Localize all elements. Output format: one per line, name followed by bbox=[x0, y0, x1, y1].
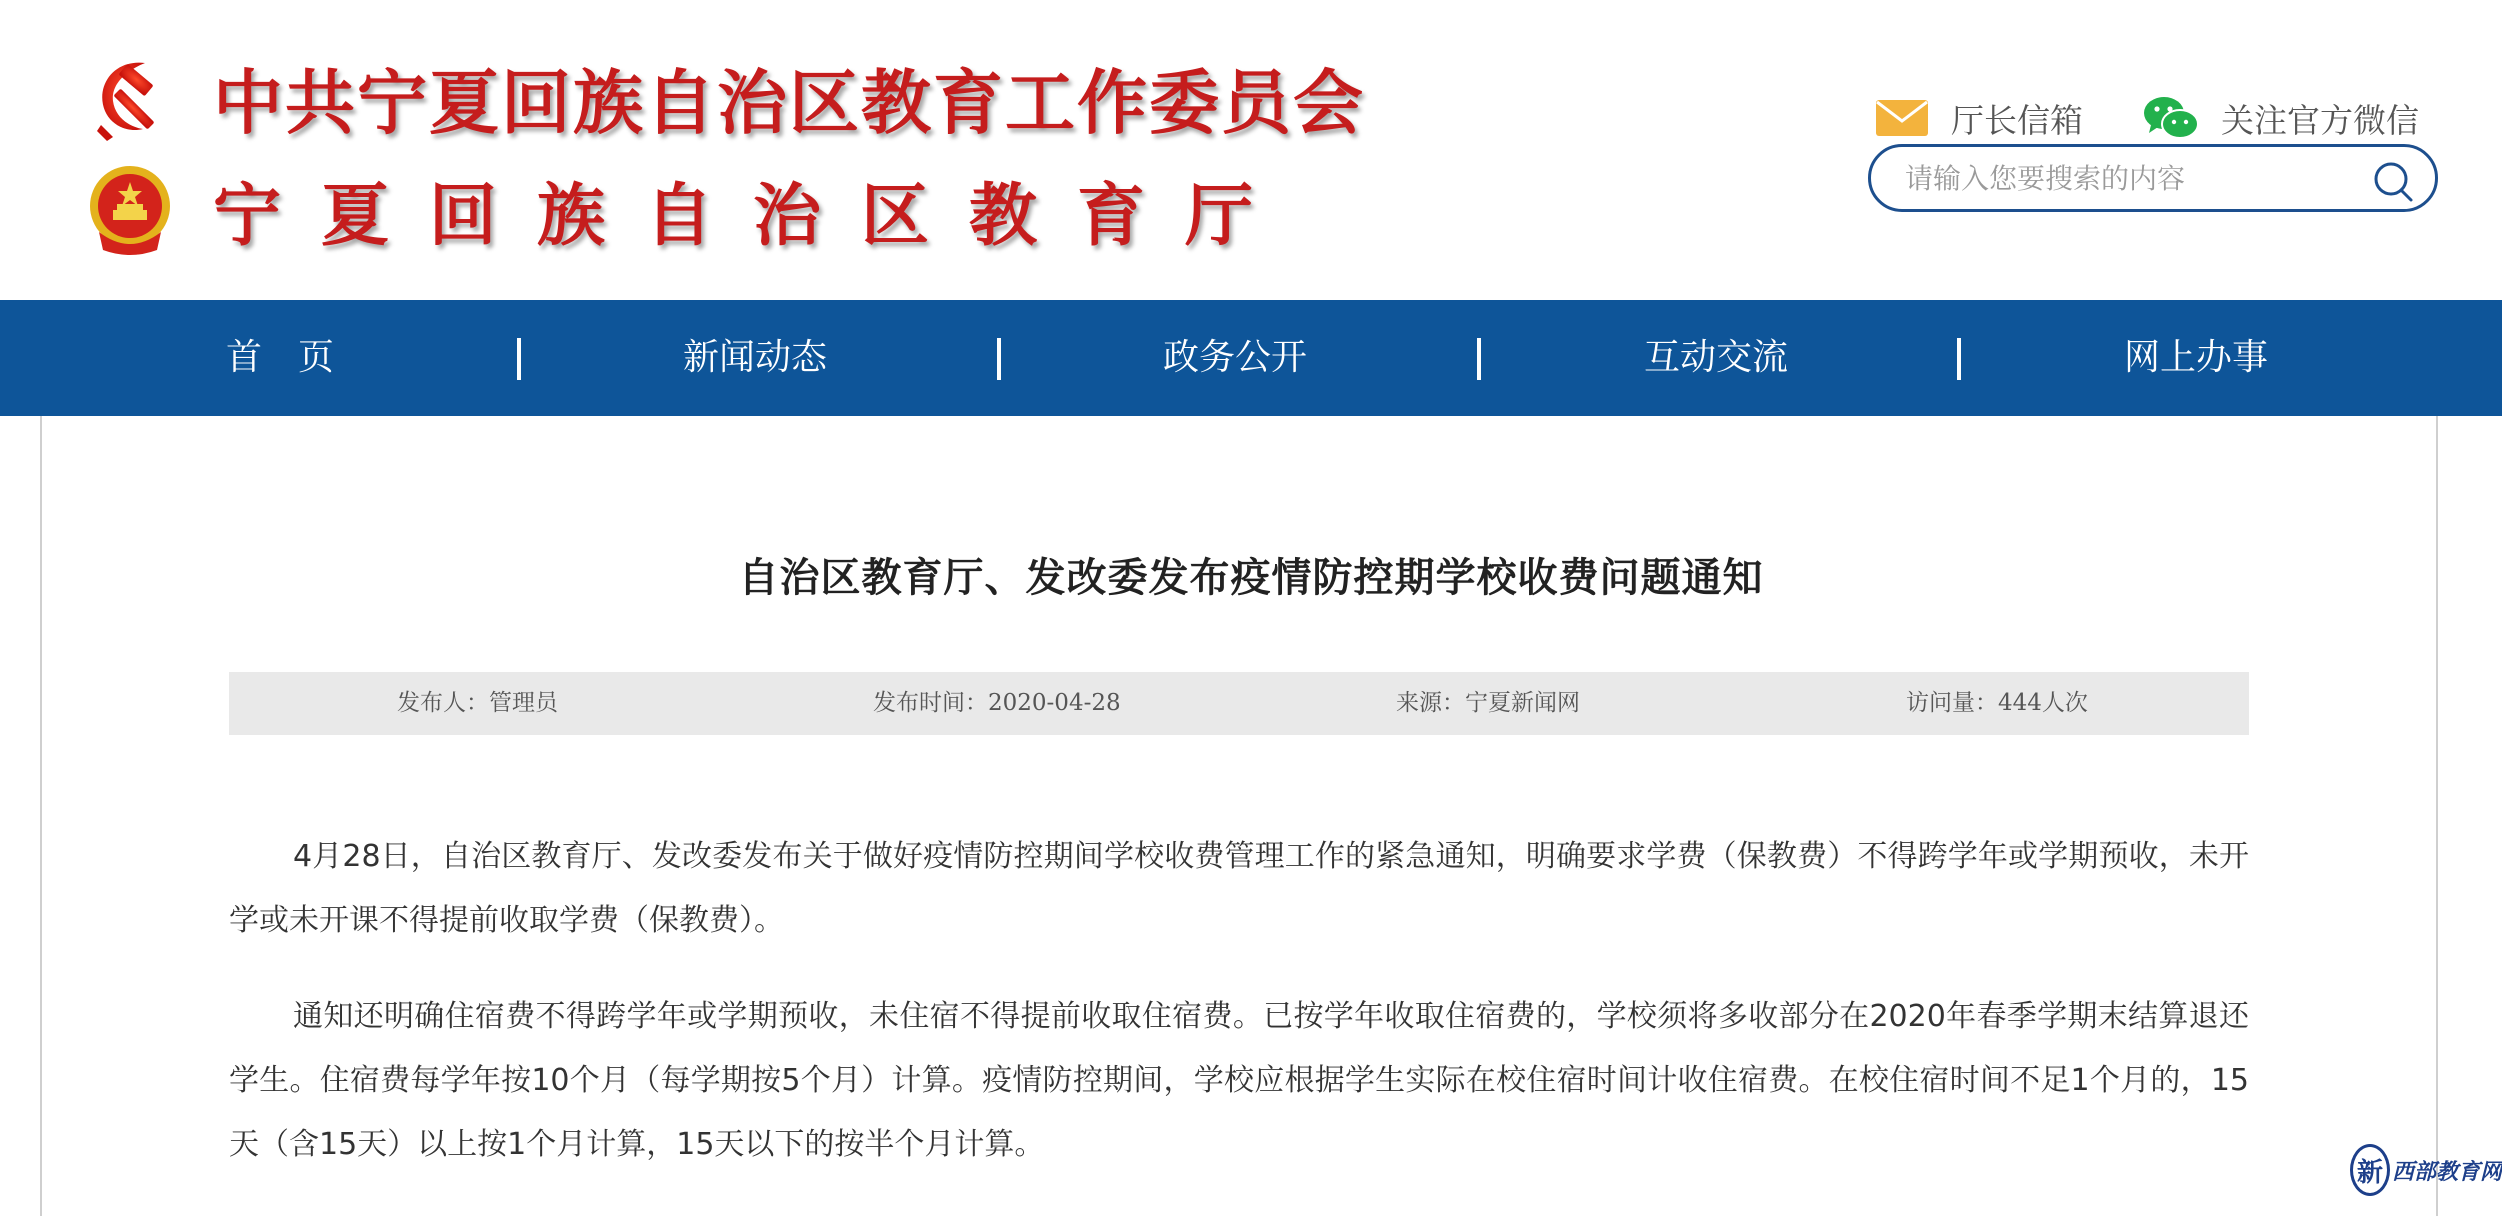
org-title-row-1 bbox=[85, 42, 1365, 152]
search-box bbox=[1868, 144, 2438, 212]
article-meta-bar bbox=[229, 672, 2249, 735]
header-top-links bbox=[1875, 88, 2419, 148]
meta-publisher: 发布人：管理员 bbox=[397, 690, 558, 716]
nav-item-interaction[interactable]: 互动交流 bbox=[1644, 337, 1789, 378]
org-title-primary: 中共宁夏回族自治区教育工作委员会 bbox=[213, 61, 1365, 144]
article-paragraph: 通知还明确住宿费不得跨学年或学期预收，未住宿不得提前收取住宿费。已按学年收取住宿费的，学校须将多收部分在2020年春季学期末结算退还学生。住宿费每学年按10个月（每学期按5个月）计算。疫情防控期间，学校应根据学生实际在校住宿时间计收住宿费。在校住宿时间不足1个月的，15天（含15天）以上按1个月计算，15天以下的按半个月计算。 bbox=[229, 999, 2249, 1162]
official-wechat-link[interactable] bbox=[2143, 95, 2419, 142]
director-mailbox-link[interactable] bbox=[1875, 95, 2083, 142]
nav-item-online-services[interactable]: 网上办事 bbox=[2124, 337, 2269, 378]
meta-source: 来源：宁夏新闻网 bbox=[1396, 690, 1580, 716]
nav-divider bbox=[1477, 338, 1481, 380]
official-wechat-label: 关注官方微信 bbox=[2221, 100, 2419, 140]
wechat-icon bbox=[2143, 95, 2199, 141]
nav-divider bbox=[517, 338, 521, 380]
national-emblem-icon bbox=[85, 160, 175, 260]
org-title-secondary: 宁夏回族自治区教育厅 bbox=[213, 176, 1294, 256]
party-emblem-icon bbox=[85, 47, 175, 147]
meta-views: 访问量：444人次 bbox=[1906, 690, 2088, 716]
nav-divider bbox=[997, 338, 1001, 380]
watermark-emblem bbox=[2350, 1144, 2390, 1196]
nav-item-government-affairs[interactable]: 政务公开 bbox=[1163, 337, 1308, 378]
director-mailbox-label: 厅长信箱 bbox=[1951, 100, 2083, 140]
watermark-glyph: 新 bbox=[2356, 1157, 2383, 1188]
mail-icon bbox=[1875, 99, 1929, 137]
article-paragraph: 4月28日，自治区教育厅、发改委发布关于做好疫情防控期间学校收费管理工作的紧急通知，明确要求学费（保教费）不得跨学年或学期预收，未开学或未开课不得提前收取学费（保教费）。 bbox=[229, 839, 2249, 938]
site-watermark-logo bbox=[2350, 1140, 2502, 1200]
search-input[interactable] bbox=[1903, 161, 2347, 196]
nav-item-home[interactable]: 首 页 bbox=[226, 337, 335, 378]
main-nav bbox=[0, 300, 2502, 416]
watermark-text: 西部教育网 bbox=[2391, 1158, 2502, 1185]
article-title: 自治区教育厅、发改委发布疫情防控期学校收费问题通知 bbox=[738, 554, 1764, 601]
site-header bbox=[0, 0, 2502, 300]
nav-item-news[interactable]: 新闻动态 bbox=[683, 337, 828, 378]
nav-divider bbox=[1957, 338, 1961, 380]
org-title-row-2 bbox=[85, 155, 1293, 265]
meta-publish-date: 发布时间：2020-04-28 bbox=[873, 690, 1121, 716]
search-icon[interactable] bbox=[2371, 159, 2415, 207]
